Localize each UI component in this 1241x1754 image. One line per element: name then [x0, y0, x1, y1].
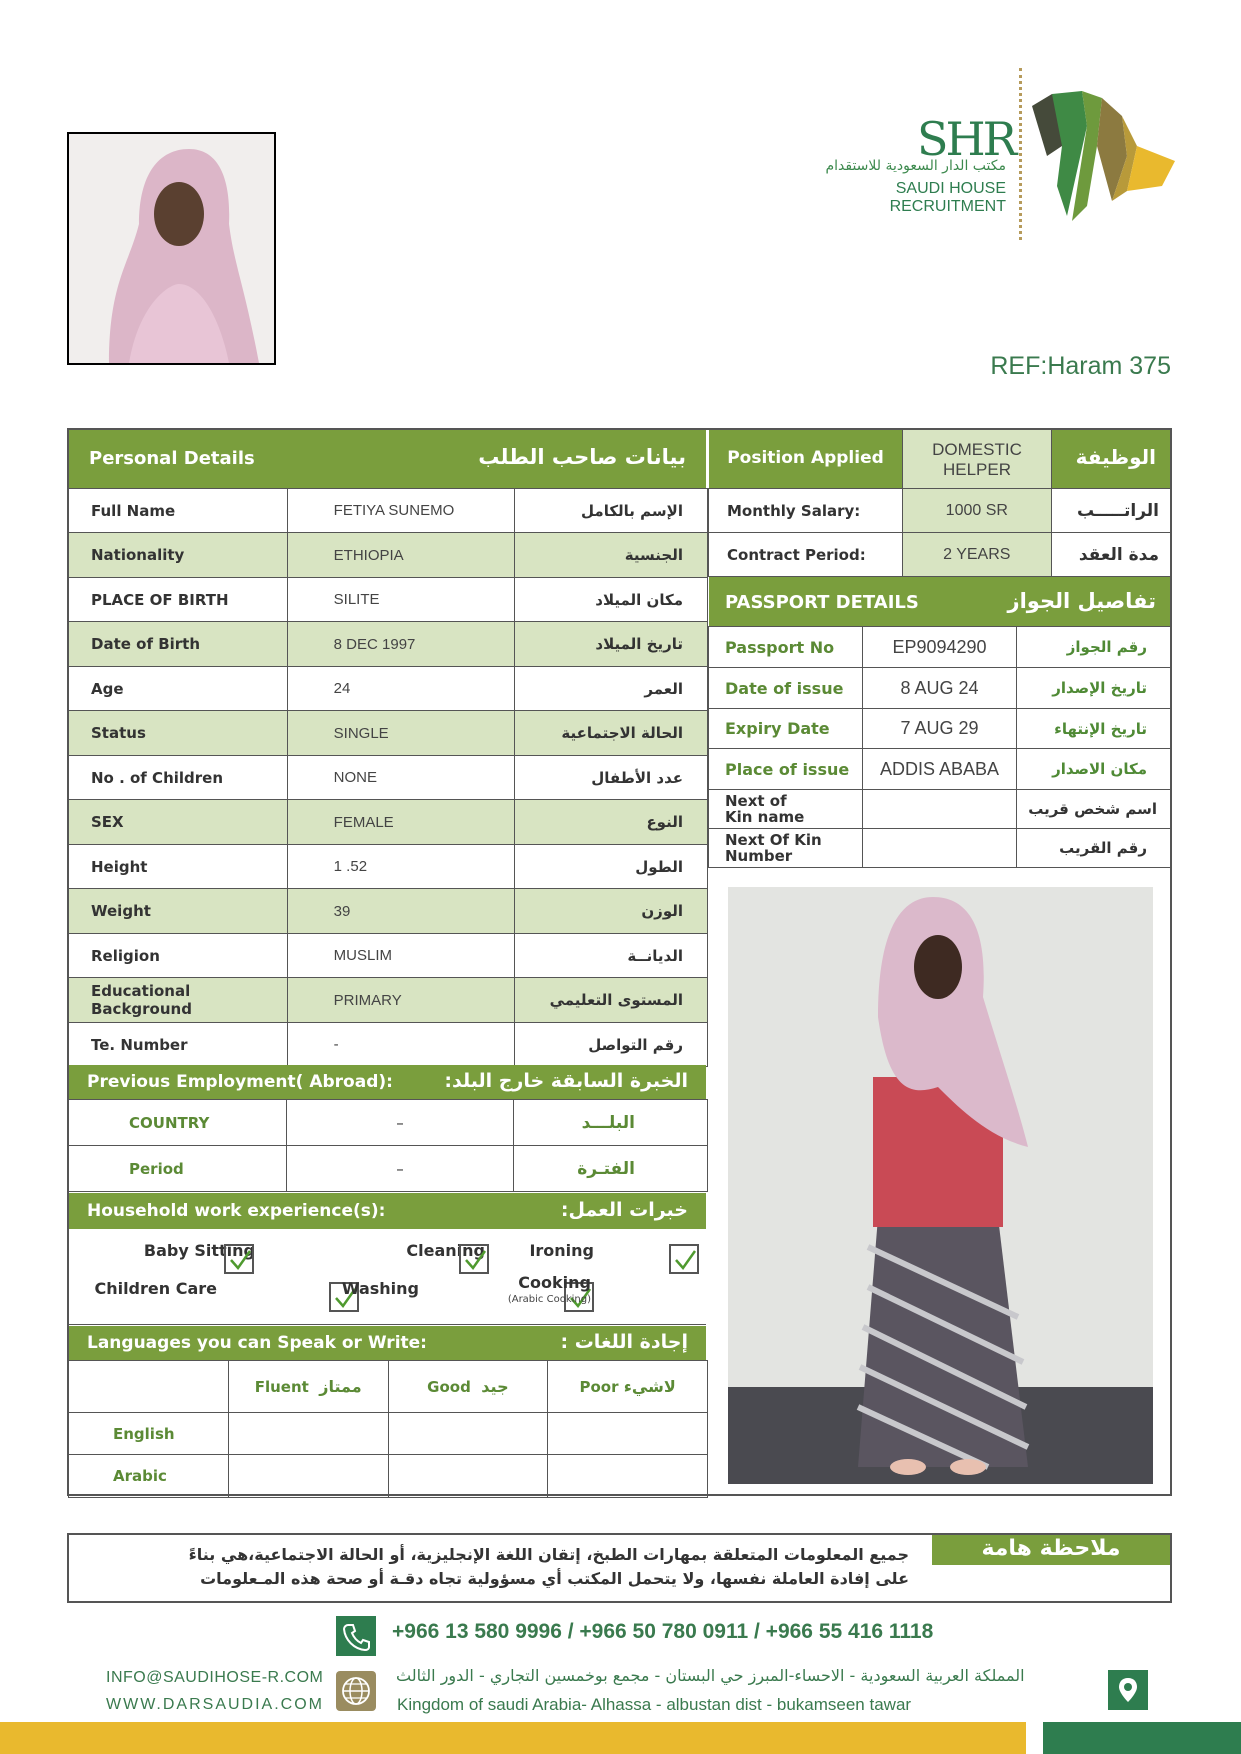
- passport-label: Next Of Kin Number: [709, 829, 863, 868]
- row-value: NONE: [287, 756, 515, 800]
- skill-cooking-sub-label: (Arabic Cooking): [507, 1294, 591, 1305]
- row-label: Height: [69, 845, 288, 889]
- row-label-ar: رقم التواصل: [515, 1023, 708, 1067]
- contract-label-ar: مدة العقد: [1052, 533, 1172, 577]
- level-ar: لاشيء: [623, 1377, 676, 1396]
- skill-children-care-label: Children Care: [94, 1279, 217, 1298]
- row-value: FETIYA SUNEMO: [287, 489, 515, 533]
- level-en: Good: [427, 1378, 471, 1396]
- row-label: Nationality: [69, 533, 288, 578]
- previous-employment-header: [69, 1065, 706, 1099]
- row-label-ar: الفتـرة: [514, 1146, 708, 1192]
- checkmark-icon: [673, 1248, 697, 1272]
- level-en: Fluent: [254, 1378, 309, 1396]
- passport-value: 7 AUG 29: [862, 709, 1017, 749]
- row-value: 8 DEC 1997: [287, 622, 515, 667]
- passport-value: 8 AUG 24: [862, 668, 1017, 709]
- table-row: [709, 790, 1172, 829]
- location-pin-icon: [1108, 1670, 1148, 1710]
- logo-divider: [1019, 68, 1022, 240]
- applicant-photo-portrait: [67, 132, 276, 365]
- phone-icon: [336, 1616, 376, 1656]
- passport-details-title-ar: تفاصيل الجواز: [1007, 589, 1156, 613]
- passport-value: [862, 829, 1017, 868]
- footer-green-bar: [1043, 1722, 1241, 1754]
- languages-table: [68, 1360, 708, 1498]
- row-label-ar: العمر: [515, 667, 708, 711]
- household-checklist: [69, 1229, 706, 1325]
- phone-numbers[interactable]: +966 13 580 9996 / +966 50 780 0911 / +966 55 416 1118: [392, 1620, 934, 1643]
- row-label-ar: الحالة الاجتماعية: [515, 711, 708, 756]
- row-label-ar: عدد الأطفال: [515, 756, 708, 800]
- row-value: –: [286, 1100, 513, 1146]
- row-label-ar: تاريخ الميلاد: [515, 622, 708, 667]
- row-label: Te. Number: [69, 1023, 288, 1067]
- languages-header: [69, 1326, 706, 1360]
- row-value: -: [287, 1023, 515, 1067]
- table-row: [69, 756, 708, 800]
- row-value: –: [286, 1146, 513, 1192]
- row-label: No . of Children: [69, 756, 288, 800]
- contract-value: 2 YEARS: [902, 533, 1052, 577]
- previous-employment-title-ar: الخبرة السابقة خارج البلد:: [444, 1070, 688, 1092]
- row-label-ar: المستوى التعليمي: [515, 978, 708, 1023]
- passport-value: EP9094290: [862, 627, 1017, 668]
- footer-gold-bar: [0, 1722, 1026, 1754]
- passport-value: ADDIS ABABA: [862, 749, 1017, 790]
- passport-details-title: PASSPORT DETAILS: [725, 592, 919, 613]
- row-value: FEMALE: [287, 800, 515, 845]
- row-label: SEX: [69, 800, 288, 845]
- language-english: English: [69, 1413, 229, 1455]
- household-header: [69, 1193, 706, 1229]
- skill-cooking-label: Cooking: [518, 1273, 591, 1292]
- row-label: Religion: [69, 934, 288, 978]
- table-row: [69, 533, 708, 578]
- salary-label-ar: الراتـــــب: [1052, 489, 1172, 533]
- level-good-header: [388, 1361, 548, 1413]
- salary-value: 1000 SR: [902, 489, 1052, 533]
- passport-table: [708, 626, 1172, 868]
- table-row: [69, 934, 708, 978]
- table-row: [69, 800, 708, 845]
- table-row: [69, 578, 708, 622]
- website-link[interactable]: WWW.DARSAUDIA.COM: [106, 1696, 324, 1713]
- passport-label: Next of Kin name: [709, 790, 863, 829]
- table-row: [709, 489, 1172, 533]
- table-row: [69, 489, 708, 533]
- table-row: [69, 845, 708, 889]
- empty-cell: [69, 1361, 229, 1413]
- language-cell: [388, 1413, 548, 1455]
- level-poor-header: [548, 1361, 708, 1413]
- previous-employment-title: Previous Employment( Abroad):: [87, 1072, 393, 1092]
- note-title: ملاحظة هامة: [932, 1535, 1170, 1565]
- level-ar: ممتاز: [319, 1377, 362, 1396]
- passport-value: [862, 790, 1017, 829]
- table-row: [69, 1023, 708, 1067]
- language-cell: [388, 1455, 548, 1498]
- previous-employment-table: [68, 1099, 708, 1192]
- row-value: ETHIOPIA: [287, 533, 515, 578]
- logo-english-name: SAUDI HOUSE RECRUITMENT: [889, 180, 1006, 215]
- skill-washing-label: Washing: [341, 1279, 419, 1298]
- row-label: Period: [69, 1146, 287, 1192]
- passport-details-header: [709, 577, 1170, 626]
- row-label-ar: الوزن: [515, 889, 708, 934]
- passport-label-ar: تاريخ الإنتهاء: [1017, 709, 1172, 749]
- note-line-1: جميع المعلومات المتعلقة بمهارات الطبخ، إتقان اللغة الإنجليزية، أو الحالة الاجتماعية،هي بناءً: [188, 1545, 909, 1564]
- globe-icon: [336, 1671, 376, 1711]
- language-cell: [228, 1455, 388, 1498]
- language-cell: [548, 1413, 708, 1455]
- table-row: [69, 667, 708, 711]
- table-row: [709, 829, 1172, 868]
- salary-label: Monthly Salary:: [709, 489, 903, 533]
- level-fluent-header: [228, 1361, 388, 1413]
- logo-abbreviation: SHR: [917, 112, 1015, 166]
- row-label-ar: النوع: [515, 800, 708, 845]
- household-title: Household work experience(s):: [87, 1201, 386, 1221]
- passport-label: Passport No: [709, 627, 863, 668]
- row-label: Educational Background: [69, 978, 288, 1023]
- table-row: [709, 627, 1172, 668]
- address-arabic: المملكة العربية السعودية - الاحساء-المبرز حي البستان - مجمع بوخمسين التجاري - الدور الثالث: [396, 1666, 1025, 1685]
- row-value: 1 .52: [287, 845, 515, 889]
- table-row: [69, 1361, 708, 1413]
- table-row: [69, 1455, 708, 1498]
- row-label-ar: الديانــة: [515, 934, 708, 978]
- skill-cleaning-label: Cleaning: [406, 1241, 485, 1260]
- checkmark-icon: [228, 1248, 252, 1272]
- languages-title: Languages you can Speak or Write:: [87, 1333, 427, 1353]
- table-row: [69, 978, 708, 1023]
- language-cell: [228, 1413, 388, 1455]
- important-note-box: [67, 1533, 1172, 1603]
- position-value: DOMESTIC HELPER: [902, 430, 1052, 488]
- table-row: [69, 1413, 708, 1455]
- salary-contract-table: [708, 488, 1172, 577]
- table-row: [709, 749, 1172, 790]
- row-label-ar: البلـــد: [514, 1100, 708, 1146]
- passport-label-ar: مكان الاصدار: [1017, 749, 1172, 790]
- row-label: Weight: [69, 889, 288, 934]
- household-title-ar: خبرات العمل:: [560, 1199, 688, 1221]
- saudi-map-logo-icon: [1027, 86, 1177, 226]
- position-label-ar-box: [1052, 430, 1170, 488]
- position-applied-text: Position Applied: [727, 448, 884, 468]
- passport-label: Place of issue: [709, 749, 863, 790]
- skill-baby-sitting-checkbox[interactable]: [224, 1244, 254, 1274]
- row-label: COUNTRY: [69, 1100, 287, 1146]
- row-value: PRIMARY: [287, 978, 515, 1023]
- logo-arabic-name: مكتب الدار السعودية للاستقدام: [825, 158, 1006, 174]
- position-label-ar: الوظيفة: [1075, 445, 1156, 469]
- table-row: [709, 709, 1172, 749]
- passport-label: Date of issue: [709, 668, 863, 709]
- skill-ironing-label: Ironing: [529, 1241, 594, 1260]
- row-value: SILITE: [287, 578, 515, 622]
- email-link[interactable]: INFO@SAUDIHOSE-R.COM: [106, 1669, 324, 1686]
- passport-label-ar: رقم القريب: [1017, 829, 1172, 868]
- applicant-photo-full-body: [728, 887, 1153, 1484]
- table-row: [69, 622, 708, 667]
- personal-details-title-ar: بيانات صاحب الطلب: [478, 445, 686, 469]
- row-value: MUSLIM: [287, 934, 515, 978]
- row-label: Date of Birth: [69, 622, 288, 667]
- row-label: Status: [69, 711, 288, 756]
- row-label-ar: مكان الميلاد: [515, 578, 708, 622]
- address-english: Kingdom of saudi Arabia- Alhassa - albustan dist - bukamseen tawar: [397, 1695, 912, 1714]
- row-label-ar: الطول: [515, 845, 708, 889]
- level-ar: جيد: [481, 1377, 509, 1396]
- table-row: [709, 533, 1172, 577]
- table-row: [709, 668, 1172, 709]
- personal-details-table: [68, 488, 708, 1067]
- personal-details-title: Personal Details: [89, 448, 255, 469]
- row-label: PLACE OF BIRTH: [69, 578, 288, 622]
- passport-label-ar: اسم شخص قريب: [1017, 790, 1172, 829]
- languages-title-ar: إجادة اللغات :: [560, 1331, 688, 1353]
- table-row: [69, 1146, 708, 1192]
- table-row: [69, 711, 708, 756]
- row-value: 24: [287, 667, 515, 711]
- table-row: [69, 889, 708, 934]
- contract-label: Contract Period:: [709, 533, 903, 577]
- row-label: Age: [69, 667, 288, 711]
- table-row: [69, 1100, 708, 1146]
- note-line-2: على إفادة العاملة نفسها، ولا يتحمل المكتب أي مسؤولية تجاه دقـة أو صحة هذه المـعلومات: [200, 1569, 909, 1588]
- position-applied-label: [709, 430, 902, 488]
- skill-baby-sitting-label: Baby Sitting: [143, 1241, 255, 1260]
- row-value: SINGLE: [287, 711, 515, 756]
- level-en: Poor: [579, 1378, 619, 1396]
- reference-number: REF:Haram 375: [990, 352, 1171, 380]
- personal-details-header: [69, 430, 706, 488]
- language-arabic: Arabic: [69, 1455, 229, 1498]
- passport-label-ar: تاريخ الإصدار: [1017, 668, 1172, 709]
- row-label-ar: الجنسية: [515, 533, 708, 578]
- passport-label-ar: رقم الجواز: [1017, 627, 1172, 668]
- row-label: Full Name: [69, 489, 288, 533]
- language-cell: [548, 1455, 708, 1498]
- skill-ironing-checkbox[interactable]: [669, 1244, 699, 1274]
- row-value: 39: [287, 889, 515, 934]
- row-label-ar: الإسم بالكامل: [515, 489, 708, 533]
- passport-label: Expiry Date: [709, 709, 863, 749]
